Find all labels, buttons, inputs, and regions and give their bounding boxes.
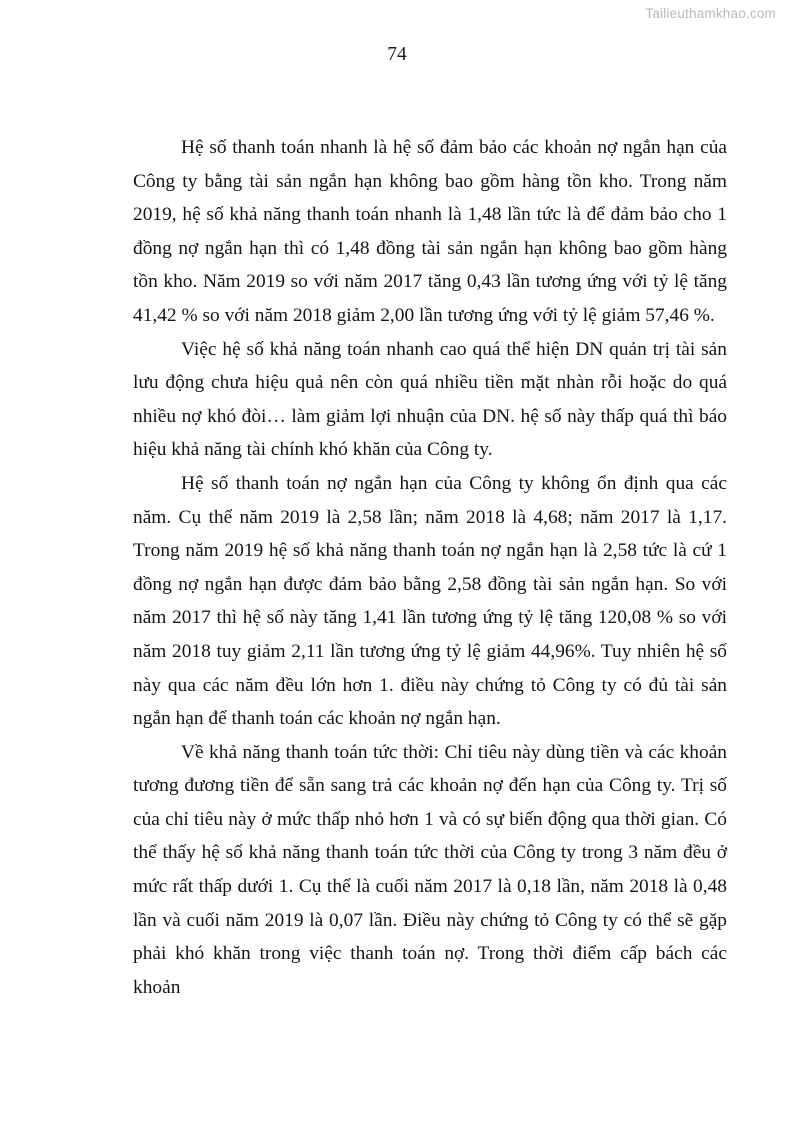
site-watermark: Tailieuthamkhao.com: [645, 6, 776, 21]
document-body: [133, 131, 727, 1004]
page-number: 74: [387, 44, 407, 65]
paragraph: Việc hệ số khả năng toán nhanh cao quá thể hiện DN quản trị tài sản lưu động chưa hiệu quả nên còn quá nhiều tiền mặt nhàn rỗi hoặc do quá nhiều nợ khó đòi… làm giảm lợi nhuận của DN. hệ số này thấp quá thì báo hiệu khả năng tài chính khó khăn của Công ty.: [133, 338, 727, 461]
paragraph: Về khả năng thanh toán tức thời: Chỉ tiêu này dùng tiền và các khoản tương đương tiền để sẵn sang trả các khoản nợ đến hạn của Công ty. Trị số của chỉ tiêu này ở mức thấp nhỏ hơn 1 và có sự biến động qua thời gian. Có thể thấy hệ số khả năng thanh toán tức thời của Công ty trong 3 năm đều ở mức rất thấp dưới 1. Cụ thể là cuối năm 2017 là 0,18 lần, năm 2018 là 0,48 lần và cuối năm 2019 là 0,07 lần. Điều này chứng tỏ Công ty có thể sẽ gặp phải khó khăn trong việc thanh toán nợ. Trong thời điểm cấp bách các khoản: [133, 741, 727, 998]
paragraph: Hệ số thanh toán nợ ngắn hạn của Công ty không ổn định qua các năm. Cụ thể năm 2019 là 2,58 lần; năm 2018 là 4,68; năm 2017 là 1,17. Trong năm 2019 hệ số khả năng thanh toán nợ ngắn hạn là 2,58 tức là cứ 1 đồng nợ ngắn hạn được đảm bảo bằng 2,58 đồng tài sản ngắn hạn. So với năm 2017 thì hệ số này tăng 1,41 lần tương ứng tỷ lệ tăng 120,08 % so với năm 2018 tuy giảm 2,11 lần tương ứng tỷ lệ giảm 44,96%. Tuy nhiên hệ số này qua các năm đều lớn hơn 1. điều này chứng tỏ Công ty có đủ tài sản ngắn hạn để thanh toán các khoản nợ ngắn hạn.: [133, 472, 727, 730]
paragraph: Hệ số thanh toán nhanh là hệ số đảm bảo các khoản nợ ngắn hạn của Công ty bằng tài sản ngắn hạn không bao gồm hàng tồn kho. Trong năm 2019, hệ số khả năng thanh toán nhanh là 1,48 lần tức là để đảm bảo cho 1 đồng nợ ngắn hạn thì có 1,48 đồng tài sản ngắn hạn không bao gồm hàng tồn kho. Năm 2019 so với năm 2017 tăng 0,43 lần tương ứng với tỷ lệ tăng 41,42 % so với năm 2018 giảm 2,00 lần tương ứng với tỷ lệ giảm 57,46 %.: [133, 137, 727, 326]
